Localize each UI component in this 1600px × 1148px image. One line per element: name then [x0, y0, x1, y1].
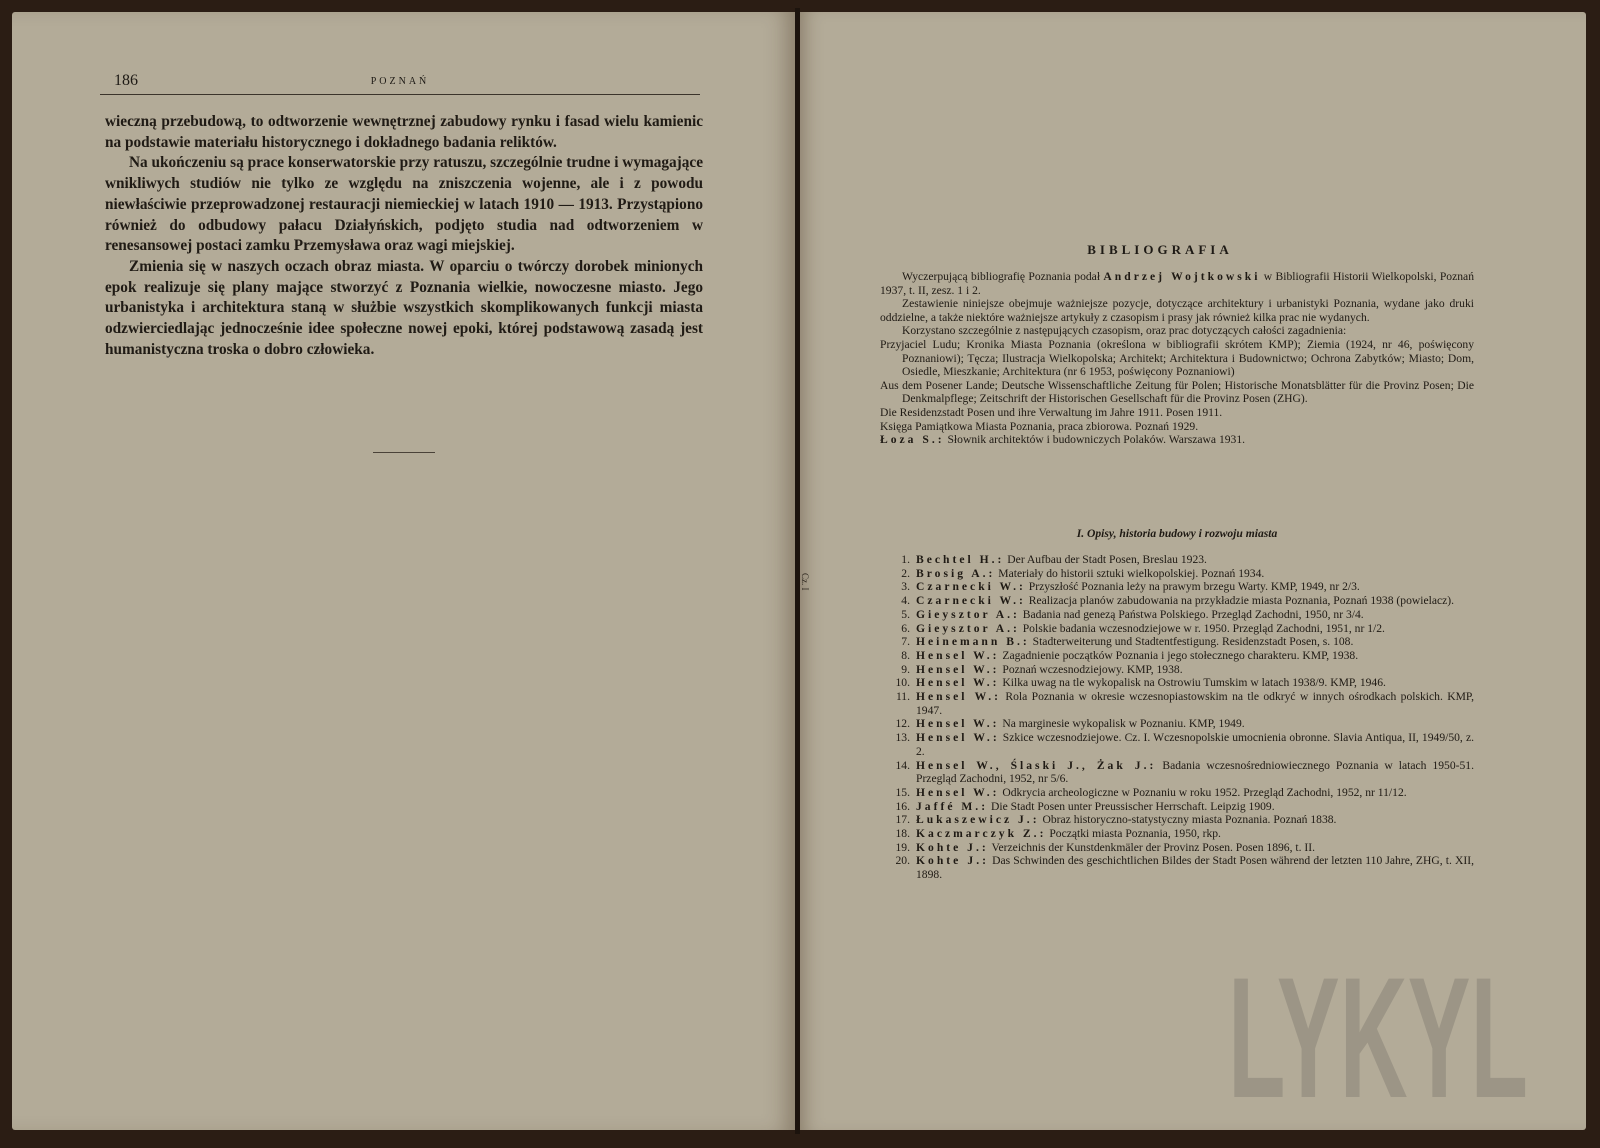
bib-entry-title: Początki miasta Poznania, 1950, rkp.: [1049, 827, 1221, 841]
bib-entry-title: Przyszłość Poznania leży na prawym brzegu Warty. KMP, 1949, nr 2/3.: [1028, 580, 1360, 594]
bib-entry-number: 8.: [901, 648, 910, 662]
bib-entry: [880, 580, 1474, 594]
bib-entry-author: Jaffé M.:: [916, 799, 989, 813]
source-residenzstadt: Die Residenzstadt Posen und ihre Verwaltung im Jahre 1911. Posen 1911.: [880, 405, 1223, 419]
bib-entry-author: Hensel W.:: [916, 690, 1001, 704]
bib-entry-number: 5.: [901, 607, 910, 621]
bib-entry-title: Das Schwinden des geschichtlichen Bildes der Stadt Posen während der letzten 110 Jahre, ZHG, t. XII, 1898.: [916, 854, 1474, 882]
bib-entry-number: 4.: [901, 594, 910, 608]
left-body-text: [105, 112, 703, 360]
bibliography-list: [880, 553, 1474, 882]
bib-entry-author: Hensel W.:: [916, 648, 1000, 662]
bib-entry-text: [916, 622, 1474, 636]
bib-entry: [880, 676, 1474, 690]
bib-entry-number: 19.: [895, 840, 910, 854]
periodicals-german: Aus dem Posener Lande; Deutsche Wissenschaftliche Zeitung für Polen; Historische Monatsblätter für die Provinz Posen; Die Denkmalpflege; Zeitschrift der Historischen Gesellschaft für die Provinz Posen (ZHG).: [880, 378, 1474, 406]
bib-entry-author: Hensel W.:: [916, 717, 1000, 731]
bib-entry-author: Hensel W., Ślaski J., Żak J.:: [916, 758, 1157, 772]
intro-paragraph-2: Zestawienie niniejsze obejmuje ważniejsze pozycje, dotyczące architektury i urbanistyki Poznania, wydane jako druki oddzielne, a także niektóre ważniejsze artykuły z czasopism i prasy jak również kilka prac nie wydanych.: [880, 297, 1474, 324]
gutter-margin-note: Cz. I: [800, 573, 810, 591]
bib-entry-title: Der Aufbau der Stadt Posen, Breslau 1923.: [1007, 553, 1207, 566]
bib-entry-number: 10.: [895, 676, 910, 690]
bib-entry-number: 7.: [901, 635, 910, 649]
paragraph-1: wieczną przebudową, to odtworzenie wewnętrznej zabudowy rynku i fasad wielu kamienic na podstawie materiału historycznego i dokładnego badania reliktów.: [105, 113, 703, 151]
bib-entry: [880, 827, 1474, 841]
bib-entry-number: 15.: [895, 785, 910, 799]
bib-entry-text: [916, 786, 1474, 800]
bib-entry-number: 2.: [901, 566, 910, 580]
bib-entry-text: [916, 649, 1474, 663]
bibliography-title: BIBLIOGRAFIA: [1087, 242, 1233, 257]
bib-entry: [880, 854, 1474, 881]
bib-entry-number: 12.: [895, 717, 910, 731]
bib-entry-author: Gieysztor A.:: [916, 607, 1020, 621]
page-number: 186: [114, 72, 138, 89]
bib-entry-author: Heinemann B.:: [916, 635, 1030, 649]
bib-entry-number: 18.: [895, 827, 910, 841]
source-loza: Łoza S.: Słownik architektów i budowniczych Polaków. Warszawa 1931.: [880, 433, 1246, 447]
bib-entry-text: [916, 608, 1474, 622]
bib-entry: [880, 608, 1474, 622]
end-rule-divider: [373, 452, 435, 453]
bib-entry-title: Odkrycia archeologiczne w Poznaniu w roku 1952. Przegląd Zachodni, 1952, nr 11/12.: [1002, 785, 1407, 799]
bib-entry: [880, 663, 1474, 677]
bib-entry-text: [916, 690, 1474, 717]
intro-paragraph-1: Wyczerpującą bibliografię Poznania podał Andrzej Wojtkowski w Bibliografii Historii Wielkopolski, Poznań 1937, t. II, zesz. 1 i 2.: [880, 270, 1474, 297]
bib-entry-text: [916, 553, 1474, 567]
bib-entry-number: 17.: [895, 813, 910, 827]
bib-entry: [880, 690, 1474, 717]
bib-entry-text: [916, 813, 1474, 827]
bib-entry-text: [916, 759, 1474, 786]
bib-entry-text: [916, 663, 1474, 677]
intro-paragraph-3: Korzystano szczególnie z następujących czasopism, oraz prac dotyczących całości zagadnienia:: [902, 324, 1347, 338]
bib-entry-text: [916, 567, 1474, 581]
bib-entry-text: [916, 841, 1474, 855]
bib-entry-number: 20.: [895, 854, 910, 868]
paragraph-3: Zmienia się w naszych oczach obraz miasta. W oparciu o twórczy dorobek minionych epok realizuje się plany mające stworzyć z Poznania wielkie, nowoczesne miasto. Jego urbanistyka i architektura staną w służbie wszystkich skomplikowanych funkcji miasta odzwierciedlając jednocześnie idee społeczne nowej epoki, której podstawową zasadą jest humanistyczna troska o dobro człowieka.: [105, 257, 703, 358]
bib-entry-author: Gieysztor A.:: [916, 621, 1020, 635]
bib-entry-title: Szkice wczesnodziejowe. Cz. I. Wczesnopolskie umocnienia obronne. Slavia Antiqua, II, 1949/50, z. 2.: [916, 731, 1474, 758]
bib-entry-title: Materiały do historii sztuki wielkopolskiej. Poznań 1934.: [998, 566, 1265, 580]
bib-entry-title: Kilka uwag na tle wykopalisk na Ostrowiu Tumskim w latach 1938/9. KMP, 1946.: [1002, 676, 1386, 690]
bib-entry-author: Bechtel H.:: [916, 553, 1005, 566]
bib-entry: [880, 717, 1474, 731]
bib-entry-text: [916, 731, 1474, 758]
bib-entry-number: 6.: [901, 621, 910, 635]
bib-entry-author: Kaczmarczyk Z.:: [916, 827, 1047, 841]
bib-entry-number: 13.: [895, 731, 910, 745]
bib-entry-number: 3.: [901, 580, 910, 594]
source-ksiega: Księga Pamiątkowa Miasta Poznania, praca zbiorowa. Poznań 1929.: [880, 419, 1199, 433]
running-head-title: POZNAŃ: [370, 76, 430, 87]
bib-entry-author: Hensel W.:: [916, 662, 1000, 676]
bib-entry-author: Hensel W.:: [916, 676, 1000, 690]
watermark-logo: [1228, 952, 1528, 1102]
bib-entry-number: 1.: [901, 553, 910, 566]
bib-entry-author: Czarnecki W.:: [916, 594, 1026, 608]
bib-entry-author: Kohte J.:: [916, 854, 989, 868]
bib-entry-title: Polskie badania wczesnodziejowe w r. 1950. Przegląd Zachodni, 1951, nr 1/2.: [1022, 621, 1385, 635]
paragraph-2: Na ukończeniu są prace konserwatorskie przy ratuszu, szczególnie trudne i wymagające wnikliwych studiów nie tylko ze względu na zniszczenia wojenne, ale i z powodu niewłaściwie przeprowadzonej restauracji niemieckiej w latach 1910 — 1913. Przystąpiono również do odbudowy pałacu Działyńskich, podjęto studia nad odtworzeniem w renesansowej postaci zamku Przemysława oraz wagi miejskiej.: [105, 154, 703, 255]
running-head: [100, 72, 700, 95]
bib-entry-author: Kohte J.:: [916, 840, 989, 854]
svg-text:LYKYL: LYKYL: [1228, 952, 1528, 1102]
bib-entry-title: Na marginesie wykopalisk w Poznaniu. KMP, 1949.: [1002, 717, 1245, 731]
bib-entry: [880, 731, 1474, 758]
bib-entry-title: Die Stadt Posen unter Preussischer Herrschaft. Leipzig 1909.: [990, 799, 1275, 813]
bib-entry-text: [916, 594, 1474, 608]
bib-entry-number: 11.: [895, 690, 910, 704]
bib-entry-text: [916, 635, 1474, 649]
bib-entry: [880, 786, 1474, 800]
bib-entry: [880, 759, 1474, 786]
bib-entry-text: [916, 800, 1474, 814]
bib-entry-title: Badania nad genezą Państwa Polskiego. Przegląd Zachodni, 1950, nr 3/4.: [1022, 607, 1364, 621]
bibliography-intro: [880, 270, 1474, 447]
bib-entry: [880, 649, 1474, 663]
bib-entry: [880, 841, 1474, 855]
bib-entry: [880, 594, 1474, 608]
bib-entry-text: [916, 827, 1474, 841]
bib-entry-title: Zagadnienie początków Poznania i jego stołecznego charakteru. KMP, 1938.: [1002, 648, 1359, 662]
bib-entry-title: Rola Poznania w okresie wczesnopiastowskim na tle odkryć w innych ośrodkach polskich. KMP, 1947.: [916, 690, 1474, 717]
bib-entry: [880, 800, 1474, 814]
bib-entry-text: [916, 676, 1474, 690]
bib-entry-title: Realizacja planów zabudowania na przykładzie miasta Poznania, Poznań 1938 (powielacz).: [1028, 594, 1455, 608]
bib-entry: [880, 813, 1474, 827]
bib-entry-text: [916, 717, 1474, 731]
bib-entry-author: Czarnecki W.:: [916, 580, 1026, 594]
bib-entry-author: Brosig A.:: [916, 566, 996, 580]
intro-author: Andrzej Wojtkowski: [1103, 270, 1261, 283]
bib-entry: [880, 635, 1474, 649]
bib-entry-number: 9.: [901, 662, 910, 676]
periodicals-polish: Przyjaciel Ludu; Kronika Miasta Poznania (określona w bibliografii skrótem KMP); Ziemia (1924, nr 46, poświęcony Poznaniowi); Tęcza; Ilustracja Wielkopolska; Architekt; Architektura i Budownictwo; Ochrona Zabytków; Miasto; Dom, Osiedle, Mieszkanie; Architektura (nr 6 1953, poświęcony Poznaniowi): [880, 337, 1474, 379]
bib-entry-text: [916, 854, 1474, 881]
bib-entry-number: 16.: [895, 799, 910, 813]
bib-entry-author: Łukaszewicz J.:: [916, 813, 1040, 827]
bib-entry-number: 14.: [895, 758, 910, 772]
bib-entry-author: Hensel W.:: [916, 731, 1000, 745]
bib-entry-title: Verzeichnis der Kunstdenkmäler der Provinz Posen. Posen 1896, t. II.: [991, 840, 1316, 854]
bib-entry-title: Poznań wczesnodziejowy. KMP, 1938.: [1002, 662, 1183, 676]
bib-entry: [880, 553, 1474, 567]
bib-entry-text: [916, 580, 1474, 594]
bib-entry-title: Badania wczesnośredniowiecznego Poznania w latach 1950-51. Przegląd Zachodni, 1952, nr 5/6.: [916, 758, 1474, 786]
bib-entry-author: Hensel W.:: [916, 785, 1000, 799]
bib-entry: [880, 622, 1474, 636]
bib-entry-title: Stadterweiterung und Stadtentfestigung. Residenzstadt Posen, s. 108.: [1032, 635, 1354, 649]
bib-entry-title: Obraz historyczno-statystyczny miasta Poznania. Poznań 1838.: [1042, 813, 1337, 827]
section-heading: I. Opisy, historia budowy i rozwoju miasta: [1076, 527, 1278, 540]
bib-entry: [880, 567, 1474, 581]
